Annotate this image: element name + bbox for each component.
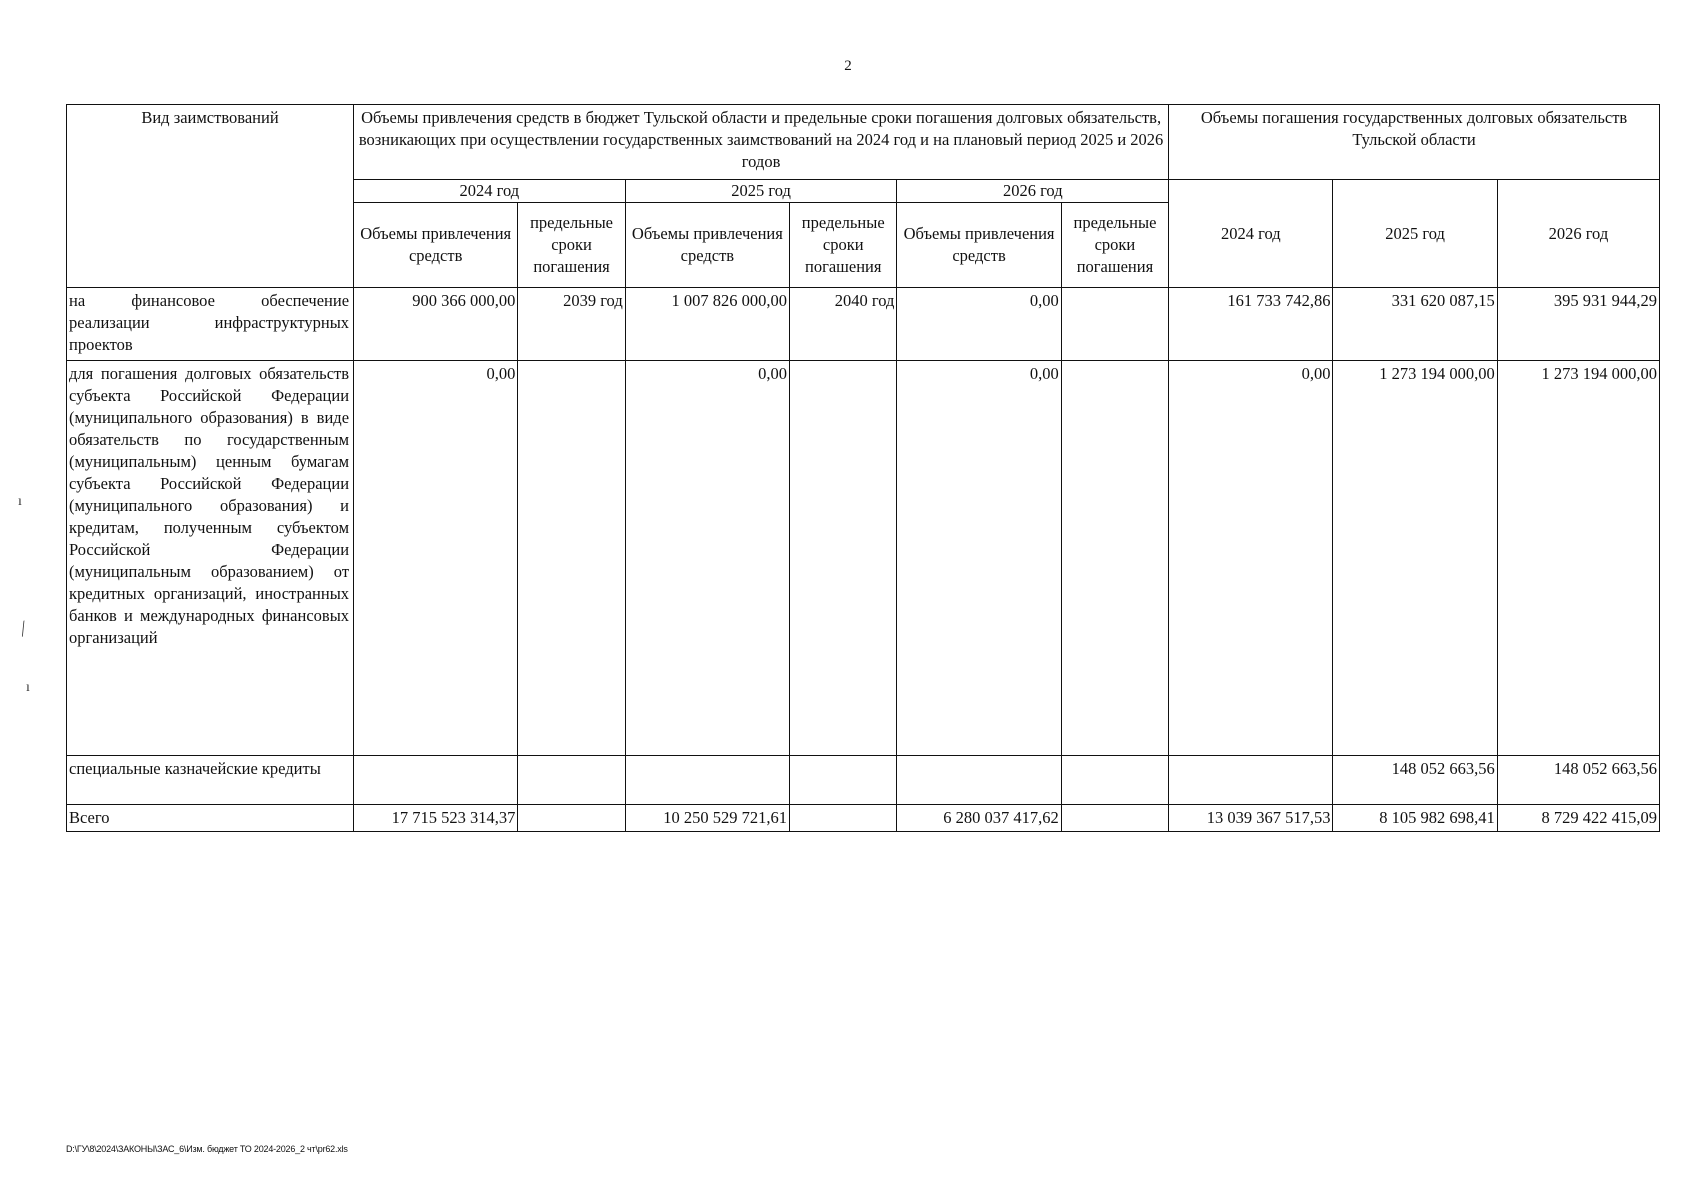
- total-repay-2024: 13 039 367 517,53: [1169, 805, 1333, 832]
- header-volume-2026: Объемы привлечения средств: [897, 203, 1061, 288]
- footer-file-path: D:\ГУ\8\2024\ЗАКОНЫ\ЗАС_6\Изм. бюджет ТО 2024-2026_2 чт\pr62.xls: [66, 1144, 348, 1154]
- cell-deadline-2024: 2039 год: [518, 288, 625, 361]
- cell-deadline-2026: [1061, 756, 1168, 805]
- row-label: на финансовое обеспечение реализации инфраструктурных проектов: [67, 288, 354, 361]
- total-deadline-2026: [1061, 805, 1168, 832]
- header-attraction-group: Объемы привлечения средств в бюджет Тульской области и предельные сроки погашения долговых обязательств, возникающих при осуществлении государственных заимствований на 2024 год и на плановый период 2025 и 2026 годов: [354, 105, 1169, 180]
- header-repay-2026: 2026 год: [1497, 180, 1659, 288]
- borrowing-table: [66, 104, 1660, 832]
- cell-deadline-2025: [790, 361, 897, 756]
- cell-repay-2026: 148 052 663,56: [1497, 756, 1659, 805]
- cell-volume-2024: [354, 756, 518, 805]
- page-number: 2: [844, 58, 852, 74]
- cell-volume-2026: 0,00: [897, 361, 1061, 756]
- total-label: Всего: [67, 805, 354, 832]
- cell-repay-2026: 395 931 944,29: [1497, 288, 1659, 361]
- total-volume-2026: 6 280 037 417,62: [897, 805, 1061, 832]
- cell-repay-2024: [1169, 756, 1333, 805]
- cell-volume-2026: [897, 756, 1061, 805]
- header-volume-2025: Объемы привлечения средств: [625, 203, 789, 288]
- total-row: [67, 805, 1660, 832]
- cell-repay-2025: 148 052 663,56: [1333, 756, 1497, 805]
- header-year-2024: 2024 год: [354, 180, 626, 203]
- header-deadline-2024: предельные сроки погашения: [518, 203, 625, 288]
- table-row: [67, 361, 1660, 756]
- cell-deadline-2024: [518, 361, 625, 756]
- header-kind: Вид заимствований: [67, 105, 354, 288]
- header-year-2026: 2026 год: [897, 180, 1169, 203]
- cell-volume-2024: 0,00: [354, 361, 518, 756]
- table-row: [67, 288, 1660, 361]
- cell-deadline-2025: 2040 год: [790, 288, 897, 361]
- cell-deadline-2025: [790, 756, 897, 805]
- cell-deadline-2024: [518, 756, 625, 805]
- total-repay-2026: 8 729 422 415,09: [1497, 805, 1659, 832]
- table-row: [67, 756, 1660, 805]
- margin-dot-mark: ı: [26, 680, 30, 695]
- cell-repay-2025: 1 273 194 000,00: [1333, 361, 1497, 756]
- cell-deadline-2026: [1061, 288, 1168, 361]
- margin-tick-mark: ı: [18, 494, 22, 509]
- row-label: для погашения долговых обязательств субъекта Российской Федерации (муниципального образования) в виде обязательств по государственным (муниципальным) ценным бумагам субъекта Российской Федерации (муниципального образования) и кредитам, полученным субъектом Российской Федерации (муниципальным образованием) от кредитных организаций, иностранных банков и международных финансовых организаций: [67, 361, 354, 756]
- cell-volume-2026: 0,00: [897, 288, 1061, 361]
- header-year-2025: 2025 год: [625, 180, 897, 203]
- cell-volume-2024: 900 366 000,00: [354, 288, 518, 361]
- cell-volume-2025: 0,00: [625, 361, 789, 756]
- cell-repay-2024: 0,00: [1169, 361, 1333, 756]
- total-deadline-2025: [790, 805, 897, 832]
- total-volume-2025: 10 250 529 721,61: [625, 805, 789, 832]
- margin-pen-mark: ⁄: [16, 618, 31, 640]
- cell-repay-2026: 1 273 194 000,00: [1497, 361, 1659, 756]
- header-repay-2025: 2025 год: [1333, 180, 1497, 288]
- header-deadline-2025: предельные сроки погашения: [790, 203, 897, 288]
- total-volume-2024: 17 715 523 314,37: [354, 805, 518, 832]
- cell-repay-2024: 161 733 742,86: [1169, 288, 1333, 361]
- header-repay-2024: 2024 год: [1169, 180, 1333, 288]
- total-deadline-2024: [518, 805, 625, 832]
- header-deadline-2026: предельные сроки погашения: [1061, 203, 1168, 288]
- row-label: специальные казначейские кредиты: [67, 756, 354, 805]
- cell-deadline-2026: [1061, 361, 1168, 756]
- header-repayment-group: Объемы погашения государственных долговых обязательств Тульской области: [1169, 105, 1660, 180]
- cell-volume-2025: 1 007 826 000,00: [625, 288, 789, 361]
- header-volume-2024: Объемы привлечения средств: [354, 203, 518, 288]
- total-repay-2025: 8 105 982 698,41: [1333, 805, 1497, 832]
- cell-repay-2025: 331 620 087,15: [1333, 288, 1497, 361]
- cell-volume-2025: [625, 756, 789, 805]
